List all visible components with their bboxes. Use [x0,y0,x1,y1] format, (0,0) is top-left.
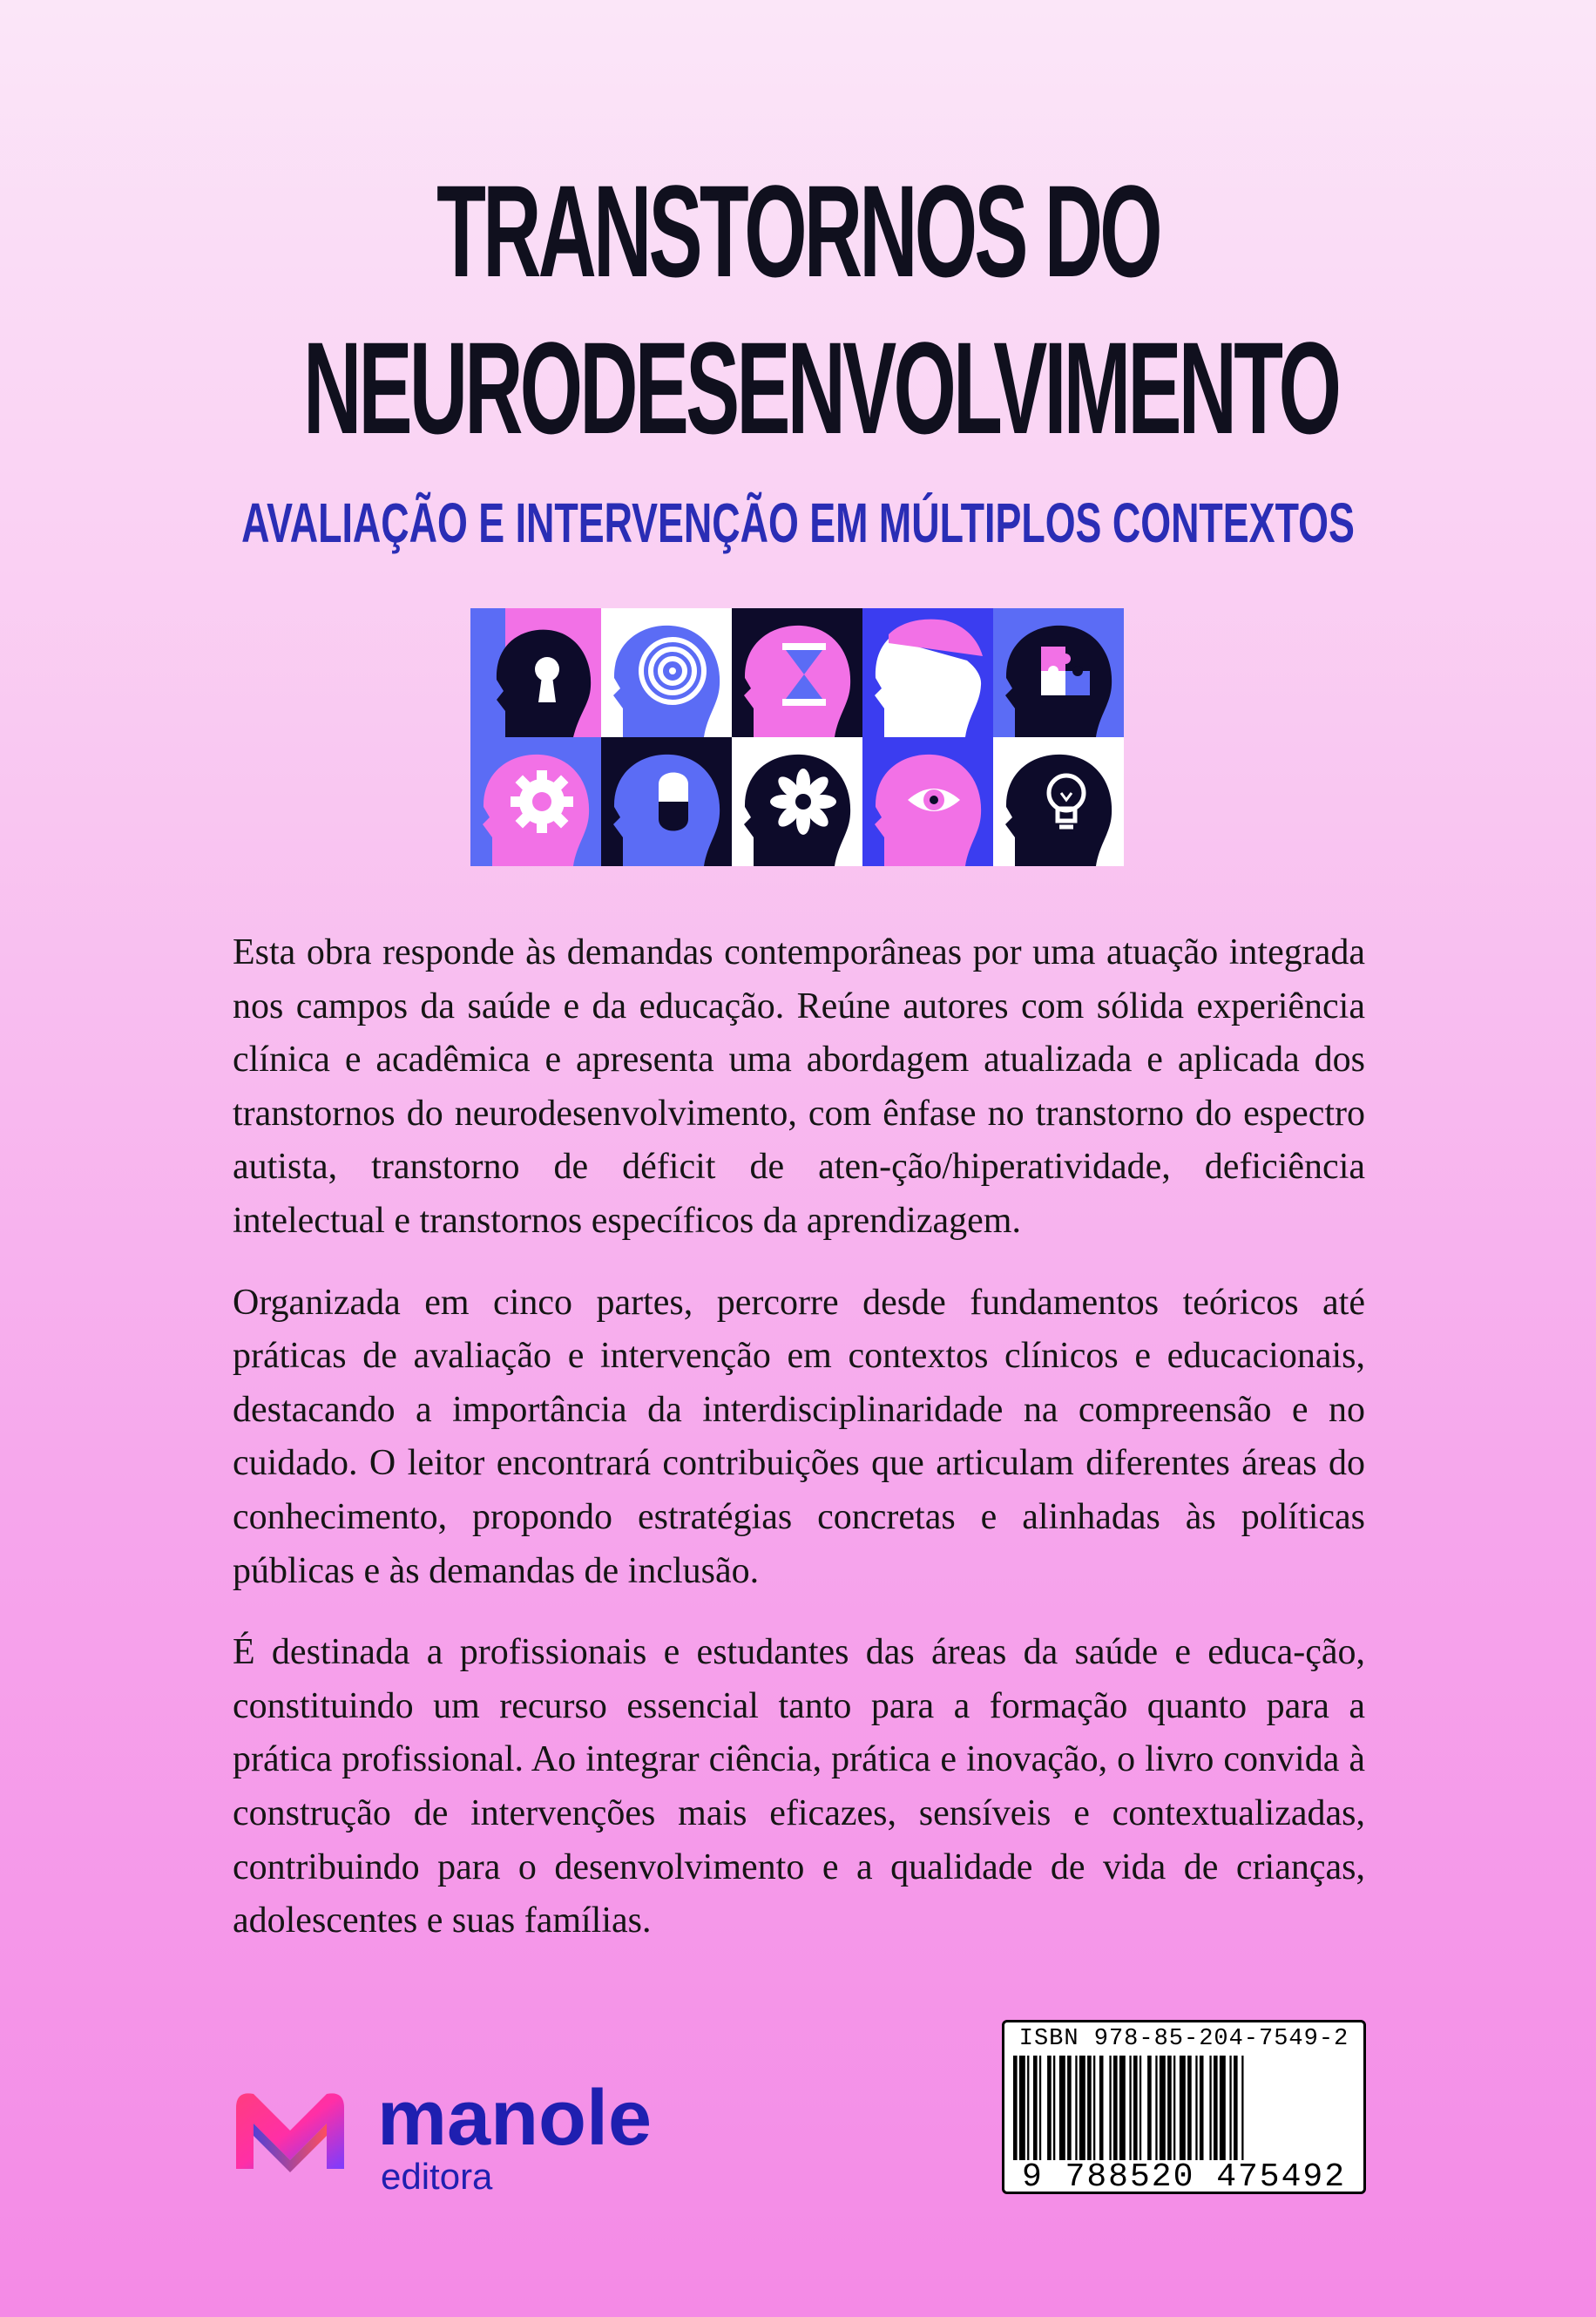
barcode-stripe [1027,2056,1029,2160]
barcode-stripe [1214,2056,1218,2160]
barcode-stripe [1109,2056,1111,2160]
eye-head-icon [862,737,993,866]
barcode-stripe [1053,2056,1055,2160]
hourglass-head-icon [732,608,862,737]
flower-head-icon [732,737,862,866]
barcode-stripe [1234,2056,1238,2160]
barcode-stripe [1220,2056,1226,2160]
isbn-digits: 9 788520 475492 [1021,2158,1347,2196]
paragraph-3: É destinada a profissionais e estudantes das áreas da saúde e educa-ção, constituindo um recurso essencial tanto para a formação quanto para a prática profissional. Ao integrar ciência, prática e inovação, o livro convida à construção de intervenções mais eficazes, sensíveis e contextualizadas, contribuindo para o desenvolvimento e a qualidade de vida de crianças, adolescentes e suas famílias. [233,1632,1365,1941]
subtitle: AVALIAÇÃO E INTERVENÇÃO EM MÚLTIPLOS CONTEXTOS [241,491,1355,554]
barcode-stripe [1033,2056,1038,2160]
barcode-stripe [1019,2056,1025,2160]
back-cover-blurb [233,926,1365,1976]
barcode-stripe [1047,2056,1052,2160]
barcode-stripe [1093,2056,1095,2160]
barcode-stripe [1209,2056,1211,2160]
barcode-stripe [1079,2056,1085,2160]
barcode-stripe [1140,2056,1141,2160]
lightbulb-head-icon [993,737,1124,866]
barcode-stripe [1013,2056,1018,2160]
paragraph-1: Esta obra responde às demandas contemporâneas por uma atuação integrada nos campos da saúde e da educação. Reúne autores com sólida experiência clínica e acadêmica e apresenta uma abordagem atualizada e aplicada dos transtornos do neurodesenvolvimento, com ênfase no transtorno do espectro autista, transtorno de déficit de aten-ção/hiperatividade, deficiência intelectual e transtornos específicos da aprendizagem. [233,932,1365,1241]
isbn-barcode [1002,2020,1366,2194]
barcode-stripe [1113,2056,1118,2160]
title-line-1: TRANSTORNOS DO [436,158,1160,304]
spiral-head-icon [601,608,732,737]
barcode-stripe [1087,2056,1092,2160]
paragraph-2: Organizada em cinco partes, percorre desde fundamentos teóricos até práticas de avaliação e intervenção em contextos clínicos e educacionais, destacando a importância da interdisciplinaridade na compreensão e no cuidado. O leitor encontrará contribuições que articulam diferentes áreas do conhecimento, propondo estratégias concretas e alinhadas às políticas públicas e às demandas de inclusão. [233,1282,1365,1591]
publisher-logo [229,2076,717,2198]
barcode-stripe [1133,2056,1138,2160]
barcode-stripe [1241,2056,1243,2160]
barcode-stripe [1200,2056,1204,2160]
pill-head-icon [601,737,732,866]
barcode-bars [1013,2056,1358,2160]
publisher-subtitle: editora [381,2156,493,2197]
barcode-stripe [1160,2056,1166,2160]
barcode-stripe [1195,2056,1197,2160]
barcode-stripe [1039,2056,1041,2160]
barcode-stripe [1147,2056,1152,2160]
icon-grid [470,608,1124,866]
barcode-stripe [1173,2056,1175,2160]
barcode-stripe [1119,2056,1126,2160]
barcode-stripe [1067,2056,1072,2160]
barcode-stripe [1059,2056,1065,2160]
publisher-name: manole [377,2075,653,2162]
gear-head-icon [470,737,601,866]
isbn-label: ISBN 978-85-204-7549-2 [1018,2026,1349,2052]
barcode-stripe [1229,2056,1231,2160]
barcode-stripe [1075,2056,1077,2160]
manole-logo-icon [229,2082,351,2179]
title-line-2: NEURODESENVOLVIMENTO [303,315,1339,461]
puzzle-head-icon [993,608,1124,737]
barcode-stripe [1167,2056,1172,2160]
barcode-stripe [1187,2056,1192,2160]
keyhole-head-icon [470,608,601,737]
barcode-stripe [1180,2056,1186,2160]
barcode-stripe [1099,2056,1104,2160]
barcode-stripe [1129,2056,1131,2160]
open-head-icon [862,608,993,737]
barcode-stripe [1155,2056,1157,2160]
